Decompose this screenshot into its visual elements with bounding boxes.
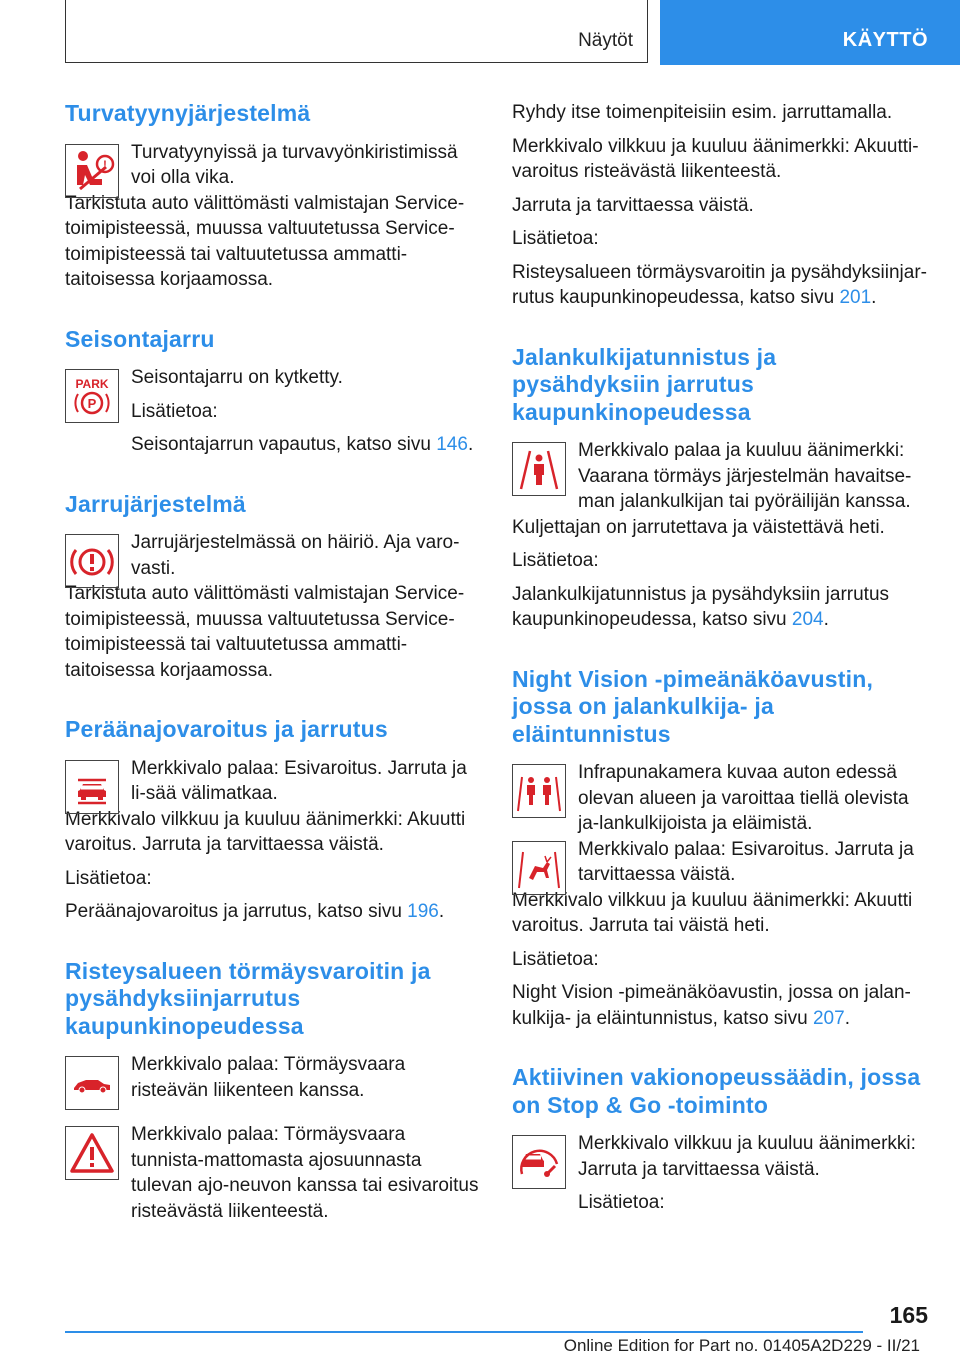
paragraph: Peräänajovaroitus ja jarrutus, katso sivu 196.: [65, 901, 445, 922]
warning-triangle-icon: [65, 1126, 119, 1180]
paragraph: Seisontajarru on kytketty.: [131, 367, 343, 388]
paragraph: Merkkivalo palaa ja kuuluu äänimerkki: Vaarana törmäys järjestelmän havaitse-man jalankulkijan tai pyöräilijän kanssa.: [578, 440, 912, 512]
indicator-item: [512, 1131, 930, 1216]
paragraph: Lisätietoa:: [512, 228, 599, 249]
indicator-item: [65, 1052, 480, 1103]
page-number: 165: [889, 1302, 928, 1328]
svg-text:PARK: PARK: [75, 377, 109, 391]
paragraph: Merkkivalo palaa: Törmäysvaara tunnista-mattomasta ajosuunnasta tulevan ajo-neuvon kanssa tai esivaroitus risteävästä liikenteestä.: [131, 1124, 479, 1222]
car-collision-icon: [65, 760, 119, 814]
footer-rule: [65, 1331, 863, 1333]
pedestrian-warning-icon: [512, 442, 566, 496]
paragraph: Merkkivalo vilkkuu ja kuuluu äänimerkki: Jarruta ja tarvittaessa väistä.: [578, 1133, 916, 1180]
page-link[interactable]: 201: [839, 287, 872, 308]
paragraph: Seisontajarrun vapautus, katso sivu 146.: [131, 434, 474, 455]
paragraph: Jarruta ja tarvittaessa väistä.: [512, 194, 754, 216]
paragraph: Tarkistuta auto välittömästi valmistajan Service-toimipisteessä, muussa valtuutetussa Service-toimipisteessä tai valtuutetussa ammatti-taitoisessa korjaamossa.: [65, 192, 465, 290]
deer-warning-icon: [512, 841, 566, 895]
paragraph: Ryhdy itse toimenpiteisiin esim. jarruttamalla.: [512, 102, 893, 123]
paragraph: Merkkivalo vilkkuu ja kuuluu äänimerkki: Akuutti varoitus. Jarruta ja tarvittaessa väistä.: [65, 808, 466, 855]
header-section-box: [65, 0, 648, 63]
section-title: Seisontajarru: [65, 325, 215, 352]
paragraph: Jalankulkijatunnistus ja pysähdyksiin jarrutus kaupunkinopeudessa, katso sivu 204.: [512, 583, 890, 630]
paragraph: Turvatyynyissä ja turvavyönkiristimissä voi olla vika.: [131, 141, 458, 188]
indicator-item: [512, 438, 930, 515]
svg-text:!: !: [103, 158, 107, 171]
indicator-item: [512, 837, 930, 888]
section-night-vision: [512, 666, 930, 1032]
paragraph: Merkkivalo palaa: Törmäysvaara risteävän liikenteen kanssa.: [131, 1054, 406, 1101]
side-car-icon: [65, 1056, 119, 1110]
paragraph: Merkkivalo vilkkuu ja kuuluu äänimerkki: Akuutti varoitus. Jarruta tai väistä heti.: [512, 889, 913, 936]
section-title: Peräänajovaroitus ja jarrutus: [65, 716, 388, 742]
header-chapter-title: KÄYTTÖ: [842, 29, 928, 51]
paragraph: Merkkivalo palaa: Esivaroitus. Jarruta ja li-sää välimatkaa.: [131, 757, 467, 804]
paragraph: Lisätietoa:: [131, 400, 218, 422]
section-title: Jalankulkijatunnistus ja pysähdyksiin jarrutus kaupunkinopeudessa: [512, 343, 777, 425]
paragraph: Lisätietoa:: [512, 550, 599, 571]
section-pedestrian-detection: [512, 344, 930, 633]
left-column: [65, 100, 480, 1224]
section-rear-end-warning: [65, 716, 480, 925]
indicator-item: [512, 760, 930, 837]
pedestrians-icon: [512, 764, 566, 818]
paragraph: Lisätietoa:: [578, 1192, 665, 1213]
paragraph: Risteysalueen törmäysvaroitin ja pysähdyksiinjar-rutus kaupunkinopeudessa, katso sivu 201.: [512, 261, 928, 308]
paragraph: Merkkivalo vilkkuu ja kuuluu äänimerkki: Akuutti-varoitus risteävästä liikenteestä.: [512, 135, 919, 182]
park-brake-icon: [65, 369, 119, 423]
header-chapter-tab: [660, 0, 960, 65]
section-title: Jarrujärjestelmä: [65, 490, 246, 517]
svg-text:P: P: [87, 396, 97, 411]
section-airbag: [65, 100, 480, 293]
paragraph: Lisätietoa:: [65, 867, 152, 889]
cruise-control-warning-icon: [512, 1135, 566, 1189]
indicator-item: [65, 365, 480, 458]
page-link[interactable]: 146: [436, 434, 468, 455]
section-brake-system: [65, 491, 480, 684]
indicator-item: [65, 1122, 480, 1224]
section-cross-traffic-continued: [512, 100, 930, 311]
right-column: [512, 100, 930, 1216]
page-link[interactable]: 204: [791, 609, 824, 630]
paragraph: Tarkistuta auto välittömästi valmistajan Service-toimipisteessä, muussa valtuutetussa Service-toimipisteessä tai valtuutetussa ammatti-taitoisessa korjaamossa.: [65, 583, 465, 681]
section-title: Risteysalueen törmäysvaroitin ja pysähdyksiinjarrutus kaupunkinopeudessa: [65, 957, 431, 1039]
page-header: [0, 0, 960, 66]
section-parking-brake: [65, 326, 480, 458]
page-footer: [0, 1300, 960, 1362]
paragraph: Lisätietoa:: [512, 948, 599, 970]
indicator-item: [65, 140, 480, 191]
section-active-cruise-control: [512, 1064, 930, 1216]
section-title: Night Vision -pimeänäköavustin, jossa on jalankulkija- ja eläintunnistus: [512, 665, 874, 747]
paragraph: Merkkivalo palaa: Esivaroitus. Jarruta ja tarvittaessa väistä.: [578, 838, 914, 885]
page-link[interactable]: 196: [407, 901, 439, 922]
brake-warning-icon: [65, 534, 119, 588]
section-title: Aktiivinen vakionopeussäädin, jossa on Stop & Go -toiminto: [512, 1064, 921, 1118]
indicator-item: [65, 756, 480, 807]
header-section-title: Näytöt: [578, 30, 633, 51]
section-cross-traffic: [65, 958, 480, 1225]
section-title: Turvatyynyjärjestelmä: [65, 100, 311, 126]
airbag-warning-icon: [65, 144, 119, 198]
indicator-item: [65, 530, 480, 581]
paragraph: Kuljettajan on jarrutettava ja väistettävä heti.: [512, 516, 885, 538]
paragraph: Night Vision -pimeänäköavustin, jossa on jalan-kulkija- ja eläintunnistus, katso sivu 207.: [512, 982, 911, 1029]
page-link[interactable]: 207: [812, 1007, 845, 1029]
paragraph: Infrapunakamera kuvaa auton edessä olevan alueen ja varoittaa tiellä olevista ja-lankulkijoista ja eläimistä.: [578, 762, 909, 834]
paragraph: Jarrujärjestelmässä on häiriö. Aja varo-vasti.: [131, 532, 460, 579]
edition-label: Online Edition for Part no. 01405A2D229 - II/21: [563, 1336, 920, 1355]
